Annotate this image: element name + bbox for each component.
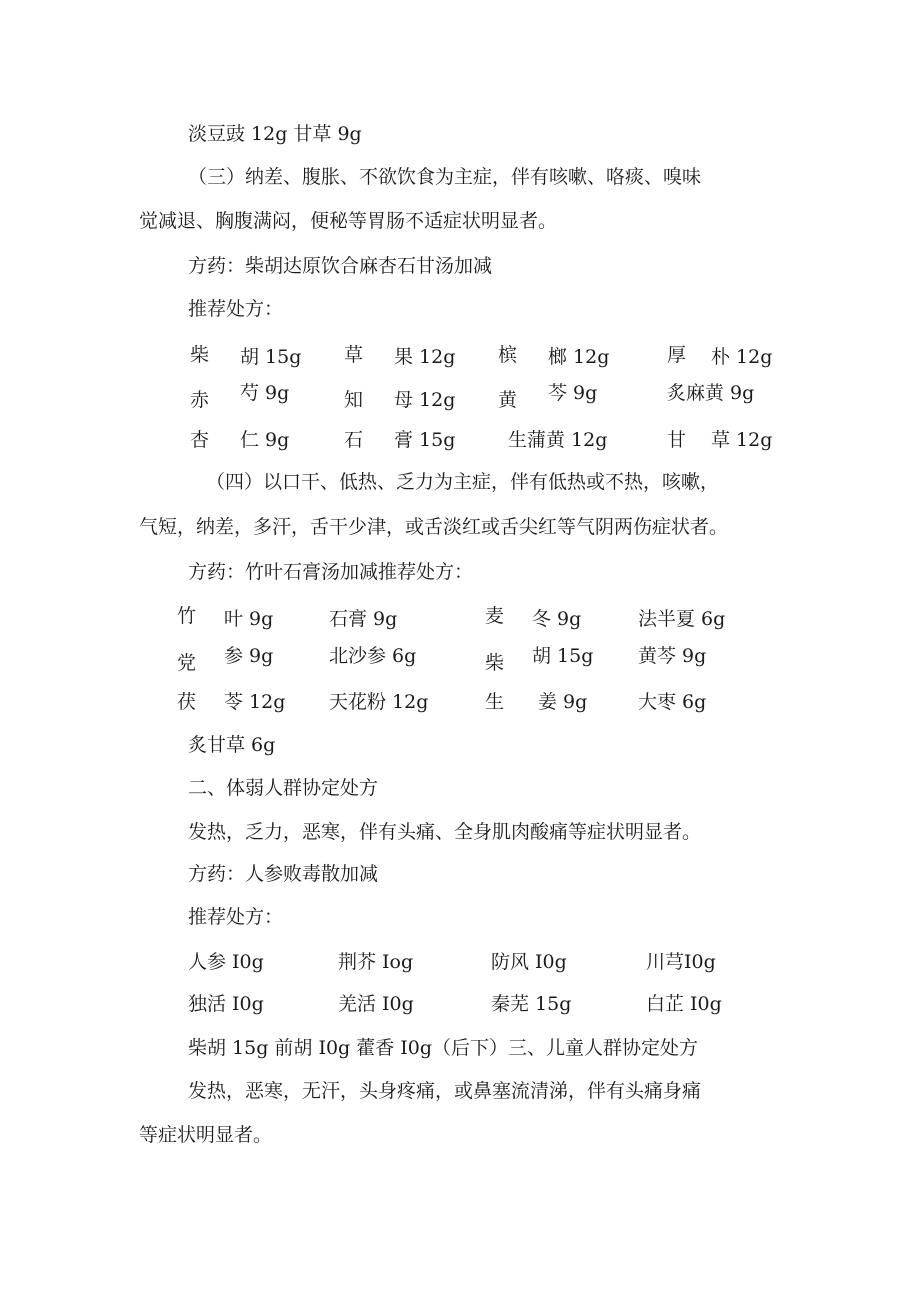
herb-cell: 天花粉 12g — [329, 691, 429, 713]
herb-cell: 榔 12g — [548, 346, 610, 368]
formula-line: 方药：人参败毒散加减 — [188, 863, 379, 885]
herb-cell: 芩 9g — [548, 382, 598, 404]
herb-cell: 法半夏 6g — [638, 608, 726, 630]
text-line: 柴胡 15g 前胡 I0g 藿香 I0g（后下）三、儿童人群协定处方 — [188, 1037, 699, 1059]
herb-cell: 杏 — [190, 429, 210, 451]
herb-cell: 参 9g — [224, 645, 274, 667]
herb-cell: 膏 15g — [394, 429, 456, 451]
herb-cell: 柴 — [190, 344, 210, 366]
herb-cell: 赤 — [190, 389, 210, 411]
herb-cell: 甘 — [667, 429, 687, 451]
herb-cell: 独活 I0g — [188, 993, 264, 1015]
herb-cell: 羌活 I0g — [338, 993, 414, 1015]
herb-cell: 生 — [485, 691, 505, 713]
herb-cell: 母 12g — [394, 389, 456, 411]
formula-line: 方药：柴胡达原饮合麻杏石甘汤加减 — [188, 255, 493, 277]
herb-cell: 知 — [344, 389, 364, 411]
herb-cell: 竹 — [177, 605, 197, 627]
section-heading-3: （三）纳差、腹胀、不欲饮食为主症，伴有咳嗽、咯痰、嗅味 — [188, 166, 702, 188]
herb-cell: 麦 — [485, 605, 505, 627]
text-line: 淡豆豉 12g 甘草 9g — [188, 123, 362, 145]
text-line: 等症状明显者。 — [139, 1124, 273, 1146]
herb-cell: 厚 — [667, 344, 687, 366]
text-line: 发热，恶寒，无汗，头身疼痛，或鼻塞流清涕，伴有头痛身痛 — [188, 1080, 702, 1102]
herb-cell: 柴 — [485, 652, 505, 674]
herb-cell: 茯 — [177, 691, 197, 713]
herb-cell: 叶 9g — [224, 608, 274, 630]
text-line: 发热，乏力，恶寒，伴有头痛、全身肌肉酸痛等症状明显者。 — [188, 821, 702, 843]
herb-cell: 胡 15g — [532, 645, 594, 667]
herb-cell: 姜 9g — [538, 691, 588, 713]
herb-cell: 槟 — [498, 344, 518, 366]
herb-cell: 川芎I0g — [646, 951, 716, 973]
herb-cell: 仁 9g — [240, 429, 290, 451]
herb-cell: 白芷 I0g — [646, 993, 722, 1015]
herb-cell: 北沙参 6g — [329, 645, 417, 667]
herb-cell: 人参 I0g — [188, 951, 264, 973]
prescription-label: 推荐处方： — [188, 906, 284, 928]
herb-cell: 荆芥 Iog — [338, 951, 414, 973]
herb-cell: 生蒲黄 12g — [508, 429, 608, 451]
herb-cell: 黄芩 9g — [638, 645, 707, 667]
herb-cell: 石 — [344, 429, 364, 451]
section-heading-4: （四）以口干、低热、乏力为主症，伴有低热或不热，咳嗽， — [206, 471, 720, 493]
herb-cell: 石膏 9g — [329, 608, 398, 630]
herb-cell: 芍 9g — [240, 382, 290, 404]
formula-line: 方药：竹叶石膏汤加减推荐处方： — [188, 561, 474, 583]
text-line: 炙甘草 6g — [188, 734, 276, 756]
herb-cell: 苓 12g — [224, 691, 286, 713]
prescription-label: 推荐处方： — [188, 298, 284, 320]
herb-cell: 大枣 6g — [638, 691, 707, 713]
text-line: 觉减退、胸腹满闷，便秘等胃肠不适症状明显者。 — [139, 210, 558, 232]
herb-cell: 黄 — [498, 389, 518, 411]
herb-cell: 草 — [344, 344, 364, 366]
herb-cell: 冬 9g — [532, 608, 582, 630]
herb-cell: 炙麻黄 9g — [667, 382, 755, 404]
section-heading: 二、体弱人群协定处方 — [188, 777, 379, 799]
herb-cell: 朴 12g — [711, 346, 773, 368]
herb-cell: 党 — [177, 652, 197, 674]
text-line: 气短，纳差，多汗，舌干少津，或舌淡红或舌尖红等气阴两伤症状者。 — [139, 516, 729, 538]
herb-cell: 胡 15g — [240, 346, 302, 368]
herb-cell: 防风 I0g — [491, 951, 567, 973]
herb-cell: 秦芜 15g — [491, 993, 572, 1015]
herb-cell: 草 12g — [711, 429, 773, 451]
herb-cell: 果 12g — [394, 346, 456, 368]
